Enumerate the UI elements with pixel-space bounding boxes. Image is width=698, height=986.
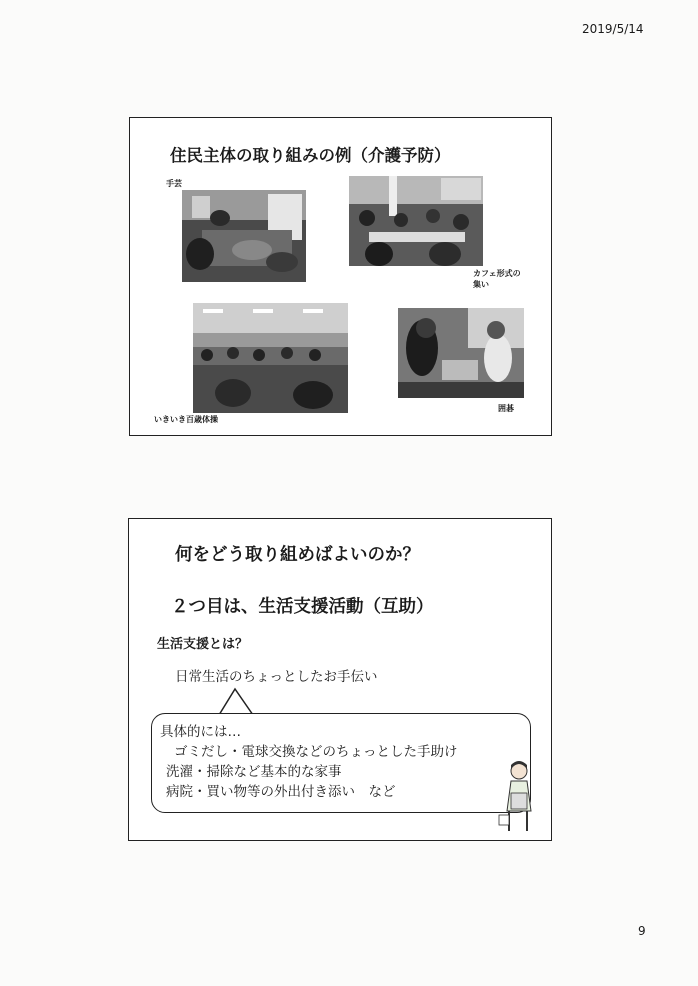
examples-bubble: [151, 713, 531, 813]
go-game-photo: [398, 308, 524, 398]
support-question: 生活支援とは？: [157, 637, 249, 652]
examples-heading: 具体的には…: [160, 724, 241, 740]
exercise-photo: [193, 303, 348, 413]
slide-2-title: 何をどう取り組めばよいのか？: [175, 545, 420, 565]
photo-caption-handicraft: 手芸: [166, 179, 182, 188]
slide-2-subtitle: ２つ目は、生活支援活動（互助）: [171, 597, 434, 617]
print-date: 2019/5/14: [582, 22, 644, 36]
slide-2: [128, 518, 552, 841]
slide-1: [129, 117, 552, 436]
photo-caption-go: 囲碁: [498, 404, 514, 413]
helper-woman-illustration: [497, 759, 539, 835]
photo-caption-exercise: いきいき百歳体操: [154, 415, 218, 424]
slide-1-title: 住民主体の取り組みの例（介護予防）: [170, 146, 451, 165]
example-item: 病院・買い物等の外出付き添い など: [166, 784, 396, 800]
example-item: 洗濯・掃除など基本的な家事: [166, 764, 342, 780]
example-item: ゴミだし・電球交換などのちょっとした手助け: [174, 744, 458, 760]
handicraft-photo: [182, 190, 306, 282]
page-number: 9: [638, 924, 646, 938]
photo-caption-cafe: カフェ形式の集い: [473, 269, 521, 289]
support-answer: 日常生活のちょっとしたお手伝い: [175, 669, 378, 685]
cafe-gathering-photo: [349, 176, 483, 266]
